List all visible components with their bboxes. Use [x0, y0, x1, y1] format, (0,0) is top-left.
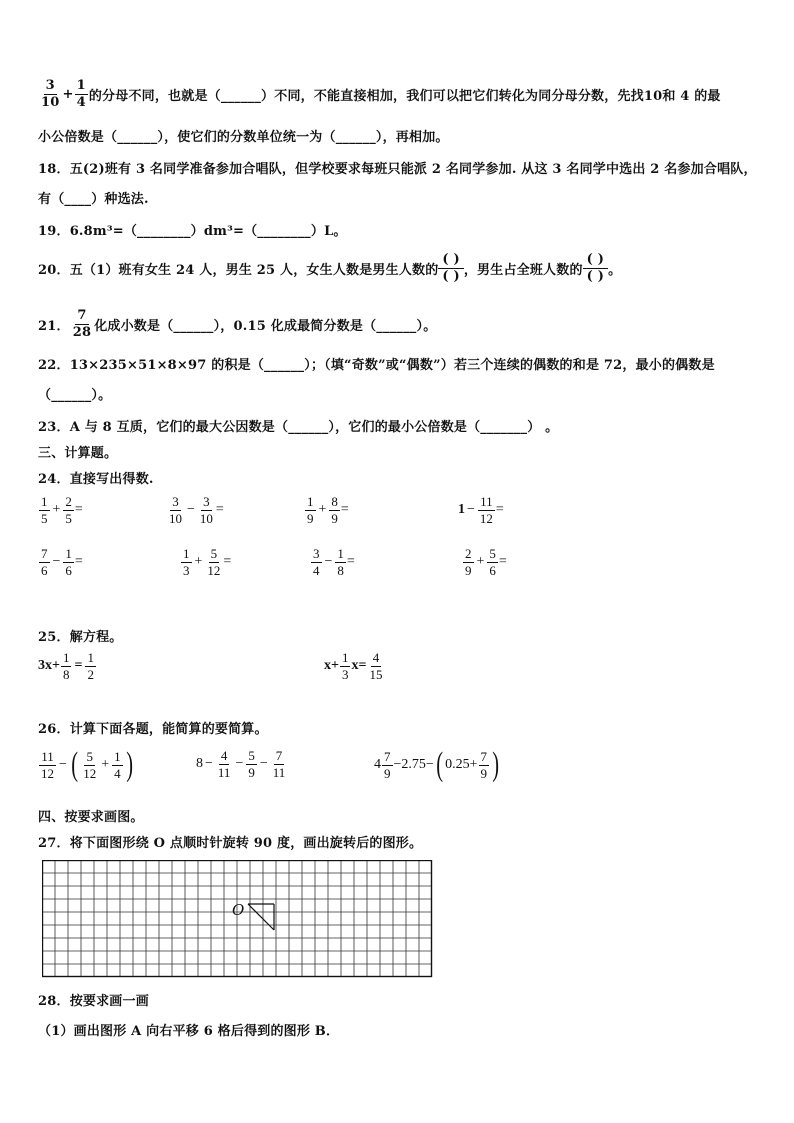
grid-drawing-area[interactable] — [42, 860, 434, 978]
fraction: $\frac{3}{10}$ — [41, 78, 60, 110]
q26-expression-2: 8 − $\frac{4}{11}$ − $\frac{5}{9}$ − $\frac{7}{11}$ — [196, 748, 286, 780]
q28-title: 28．按要求画一画 — [38, 994, 149, 1009]
q25-equation-2: x+ $\frac{1}{3}$ x= $\frac{4}{15}$ — [324, 650, 383, 682]
fraction: $\frac{7}{28}$ — [72, 308, 92, 340]
q24-item-4: 1 − $\frac{11}{12}$ = — [458, 494, 504, 526]
fraction: $\frac{1}{4}$ — [76, 78, 86, 110]
q25-equation-1: 3x+ $\frac{1}{8}$ = $\frac{1}{2}$ — [38, 650, 94, 682]
q20-line: 20．五（1）班有女生 24 人，男生 25 人，女生人数是男生人数的 $\frac{( )}{( )}$ ，男生占全班人数的 $\frac{( )}{( )}$ 。 — [38, 252, 622, 285]
q18-text-1: 18．五(2)班有 3 名同学准备参加合唱队，但学校要求每班只能派 2 名同学参加. 从这 3 名同学中选出 2 名参加合唱队， — [38, 162, 757, 177]
q17-line1: $\frac{3}{10}$ + $\frac{1}{4}$ 的分母不同，也就是（______）不同，不能直接相加，我们可以把它们转化为同分母分数，先找10和 4 的最 — [41, 78, 721, 110]
answer-fraction-blank[interactable]: $\frac{( )}{( )}$ — [583, 252, 608, 286]
q24-item-5: $\frac{7}{6}$ − $\frac{1}{6}$ = — [41, 546, 83, 578]
q23-text: 23．A 与 8 互质，它们的最大公因数是（______），它们的最小公倍数是（_______） 。 — [38, 420, 559, 435]
q17-text-1: 的分母不同，也就是（______）不同，不能直接相加，我们可以把它们转化为同分母分数，先找10和 4 的最 — [88, 88, 721, 104]
q21-line: 21． $\frac{7}{28}$ 化成小数是（______），0.15 化成最简分数是（______）。 — [38, 308, 437, 340]
q24-item-1: $\frac{1}{5}$ + $\frac{2}{5}$ = — [41, 494, 83, 526]
section-heading: 四、按要求画图。 — [38, 810, 144, 825]
q24-item-3: $\frac{1}{9}$ + $\frac{8}{9}$ = — [307, 494, 349, 526]
q24-item-7: $\frac{3}{4}$ − $\frac{1}{8}$ = — [313, 546, 355, 578]
rotation-figure — [248, 904, 274, 930]
q24-item-8: $\frac{2}{9}$ + $\frac{5}{6}$ = — [465, 546, 507, 578]
q24-item-2: $\frac{3}{10}$ − $\frac{3}{10}$ = — [169, 494, 224, 526]
q22-text-2: （______）。 — [38, 388, 112, 403]
q19-text: 19．6.8m³=（________）dm³=（________）L。 — [38, 224, 347, 239]
q24-title: 24．直接写出得数. — [38, 472, 154, 487]
q18-text-2: 有（____）种选法. — [38, 192, 149, 207]
q26-title: 26．计算下面各题，能简算的要简算。 — [38, 722, 268, 737]
q26-expression-3: 4 $\frac{7}{9}$ −2.75− ( 0.25+ $\frac{7}{9}$ ) — [374, 746, 500, 783]
answer-fraction-blank[interactable]: $\frac{( )}{( )}$ — [438, 252, 463, 286]
point-o-label: O — [232, 901, 245, 919]
q25-title: 25．解方程。 — [38, 630, 123, 645]
q24-item-6: $\frac{1}{3}$ + $\frac{5}{12}$ = — [183, 546, 232, 578]
q26-expression-1: $\frac{11}{12}$ − ( $\frac{5}{12}$ + $\frac{1}{4}$ ) — [41, 746, 133, 783]
section-heading: 三、计算题。 — [38, 446, 118, 461]
q22-text-1: 22．13×235×51×8×97 的积是（______）；（填“奇数”或“偶数”）若三个连续的偶数的和是 72，最小的偶数是 — [38, 358, 715, 373]
q17-text-2: 小公倍数是（______），使它们的分数单位统一为（______），再相加。 — [38, 130, 449, 145]
q28-subtask: （1）画出图形 A 向右平移 6 格后得到的图形 B． — [38, 1024, 340, 1039]
q27-title: 27．将下面图形绕 O 点顺时针旋转 90 度，画出旋转后的图形。 — [38, 836, 423, 851]
